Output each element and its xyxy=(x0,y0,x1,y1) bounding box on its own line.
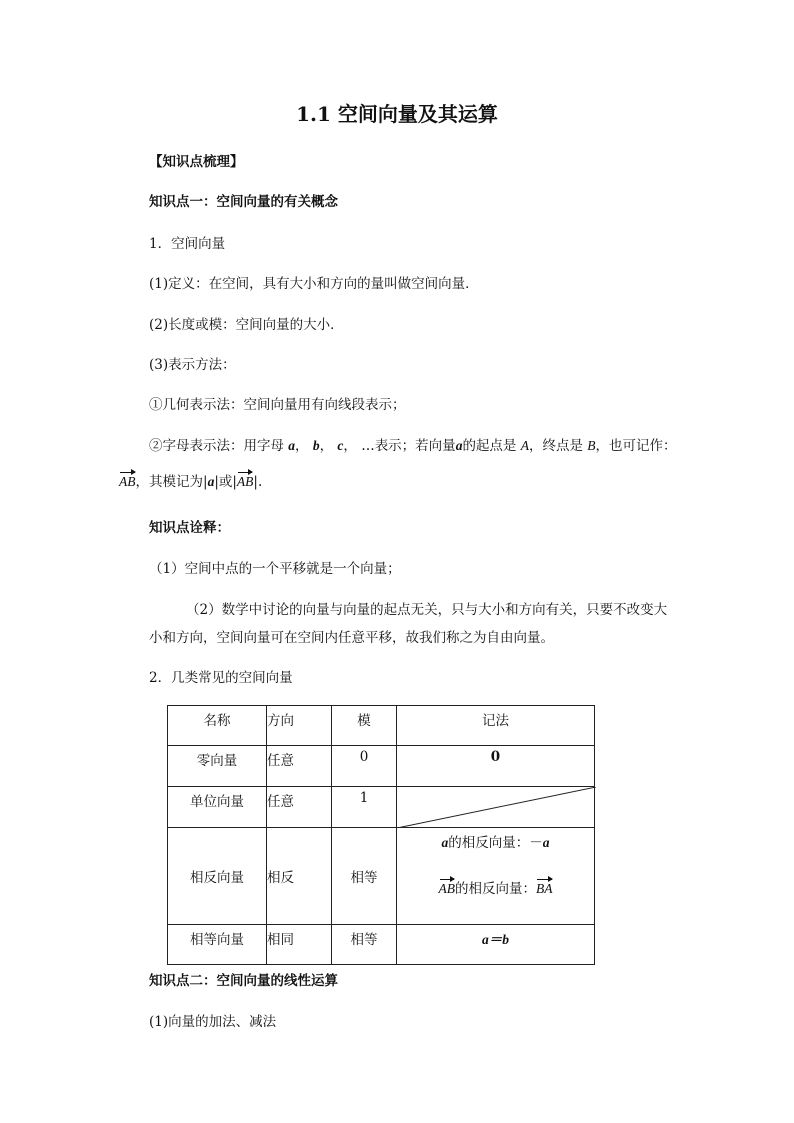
row-modulus: 相等 xyxy=(350,932,378,948)
table-cell xyxy=(267,746,332,787)
vector-a: a xyxy=(542,835,550,850)
vector-a: a xyxy=(455,438,463,453)
kp1-representation: (3)表示方法： xyxy=(149,357,236,373)
header-modulus: 模 xyxy=(357,713,371,729)
text: 的起点是 xyxy=(462,438,517,454)
notation-line-1 xyxy=(397,828,594,851)
kp1-item2: 2．几类常见的空间向量 xyxy=(149,670,293,686)
table-cell xyxy=(168,746,267,787)
table-cell xyxy=(267,828,332,925)
row-modulus: 相等 xyxy=(350,870,378,886)
kp1-heading: 知识点一：空间向量的有关概念 xyxy=(149,194,338,210)
vector-a: a xyxy=(441,835,449,850)
text: |. xyxy=(253,474,263,490)
text: 的相反向量：－ xyxy=(448,835,543,851)
table-cell xyxy=(332,746,397,787)
kp1-letter-line1 xyxy=(149,434,677,454)
table-row xyxy=(168,787,595,828)
table-row xyxy=(168,925,595,965)
vector-ab: AB xyxy=(236,474,254,489)
row-name: 相等向量 xyxy=(190,932,244,948)
table-cell xyxy=(332,925,397,965)
ellipsis: … xyxy=(361,438,375,454)
diagonal-line xyxy=(397,787,596,828)
header-name: 名称 xyxy=(203,713,231,729)
table-header-cell xyxy=(332,706,397,746)
kp1-geometric: ①几何表示法：空间向量用有向线段表示； xyxy=(149,397,406,413)
note-heading: 知识点诠释： xyxy=(149,520,230,536)
header-notation: 记法 xyxy=(482,713,509,729)
note-1: （1）空间中点的一个平移就是一个向量； xyxy=(149,561,401,577)
vector-ab: AB xyxy=(438,881,455,896)
kp1-item1: 1．空间向量 xyxy=(149,236,226,252)
table-row xyxy=(168,746,595,787)
kp1-definition: (1)定义：在空间，具有大小和方向的量叫做空间向量． xyxy=(149,276,479,292)
table-row xyxy=(168,828,595,925)
table-cell xyxy=(332,828,397,925)
row-modulus: 0 xyxy=(359,749,369,765)
kp2-heading: 知识点二：空间向量的线性运算 xyxy=(149,973,338,989)
text: ， xyxy=(343,438,357,454)
vector-b: b xyxy=(312,438,320,453)
vector-ab: AB xyxy=(119,474,136,489)
table-cell xyxy=(168,925,267,965)
row-name: 零向量 xyxy=(196,753,238,769)
table-cell xyxy=(168,787,267,828)
table-header-cell xyxy=(168,706,267,746)
point-b: B xyxy=(587,438,596,453)
text: ，也可记作： xyxy=(595,438,677,454)
text: 表示；若向量 xyxy=(374,438,456,454)
text: ， xyxy=(319,438,334,454)
table-cell xyxy=(397,787,595,828)
header-direction: 方向 xyxy=(267,713,294,729)
row-notation: a＝b xyxy=(482,932,509,947)
note-2-line2: 小和方向，空间向量可在空间内任意平移，故我们称之为自由向量。 xyxy=(149,630,554,646)
table-cell xyxy=(267,925,332,965)
page-title: 1.1 空间向量及其运算 xyxy=(296,102,498,126)
table-header-cell xyxy=(267,706,332,746)
text: |或| xyxy=(214,474,237,490)
table-cell xyxy=(332,787,397,828)
text: 的相反向量： xyxy=(455,881,536,897)
row-modulus: 1 xyxy=(359,790,369,806)
vector-types-table xyxy=(167,705,595,965)
kp1-length: (2)长度或模：空间向量的大小． xyxy=(149,317,344,333)
text: ，其模记为| xyxy=(135,474,208,490)
table-cell xyxy=(397,925,595,965)
table-cell xyxy=(397,828,595,925)
row-name: 相反向量 xyxy=(190,870,244,886)
row-direction: 任意 xyxy=(267,794,294,810)
kp1-letter-line2 xyxy=(119,470,262,490)
section-header: 【知识点梳理】 xyxy=(149,154,244,170)
vector-ba: BA xyxy=(536,881,553,896)
text: ， xyxy=(295,438,309,454)
vector-a: a xyxy=(207,474,215,489)
row-direction: 相反 xyxy=(267,870,294,886)
table-header-row xyxy=(168,706,595,746)
table-cell xyxy=(267,787,332,828)
table-cell xyxy=(168,828,267,925)
row-direction: 相同 xyxy=(267,932,294,948)
kp2-item1: (1)向量的加法、减法 xyxy=(149,1014,277,1030)
vector-a: a xyxy=(288,438,296,453)
text: ，终点是 xyxy=(528,438,583,454)
table-cell xyxy=(397,746,595,787)
point-a: A xyxy=(520,438,529,453)
note-2-line1: （2）数学中讨论的向量与向量的起点无关，只与大小和方向有关，只要不改变大 xyxy=(186,602,668,618)
row-notation: 0 xyxy=(490,749,501,765)
row-name: 单位向量 xyxy=(190,794,244,810)
vector-c: c xyxy=(337,438,344,453)
row-direction: 任意 xyxy=(267,753,294,769)
table-header-cell xyxy=(397,706,595,746)
notation-line-2 xyxy=(397,851,594,897)
text: ②字母表示法：用字母 xyxy=(149,438,284,454)
